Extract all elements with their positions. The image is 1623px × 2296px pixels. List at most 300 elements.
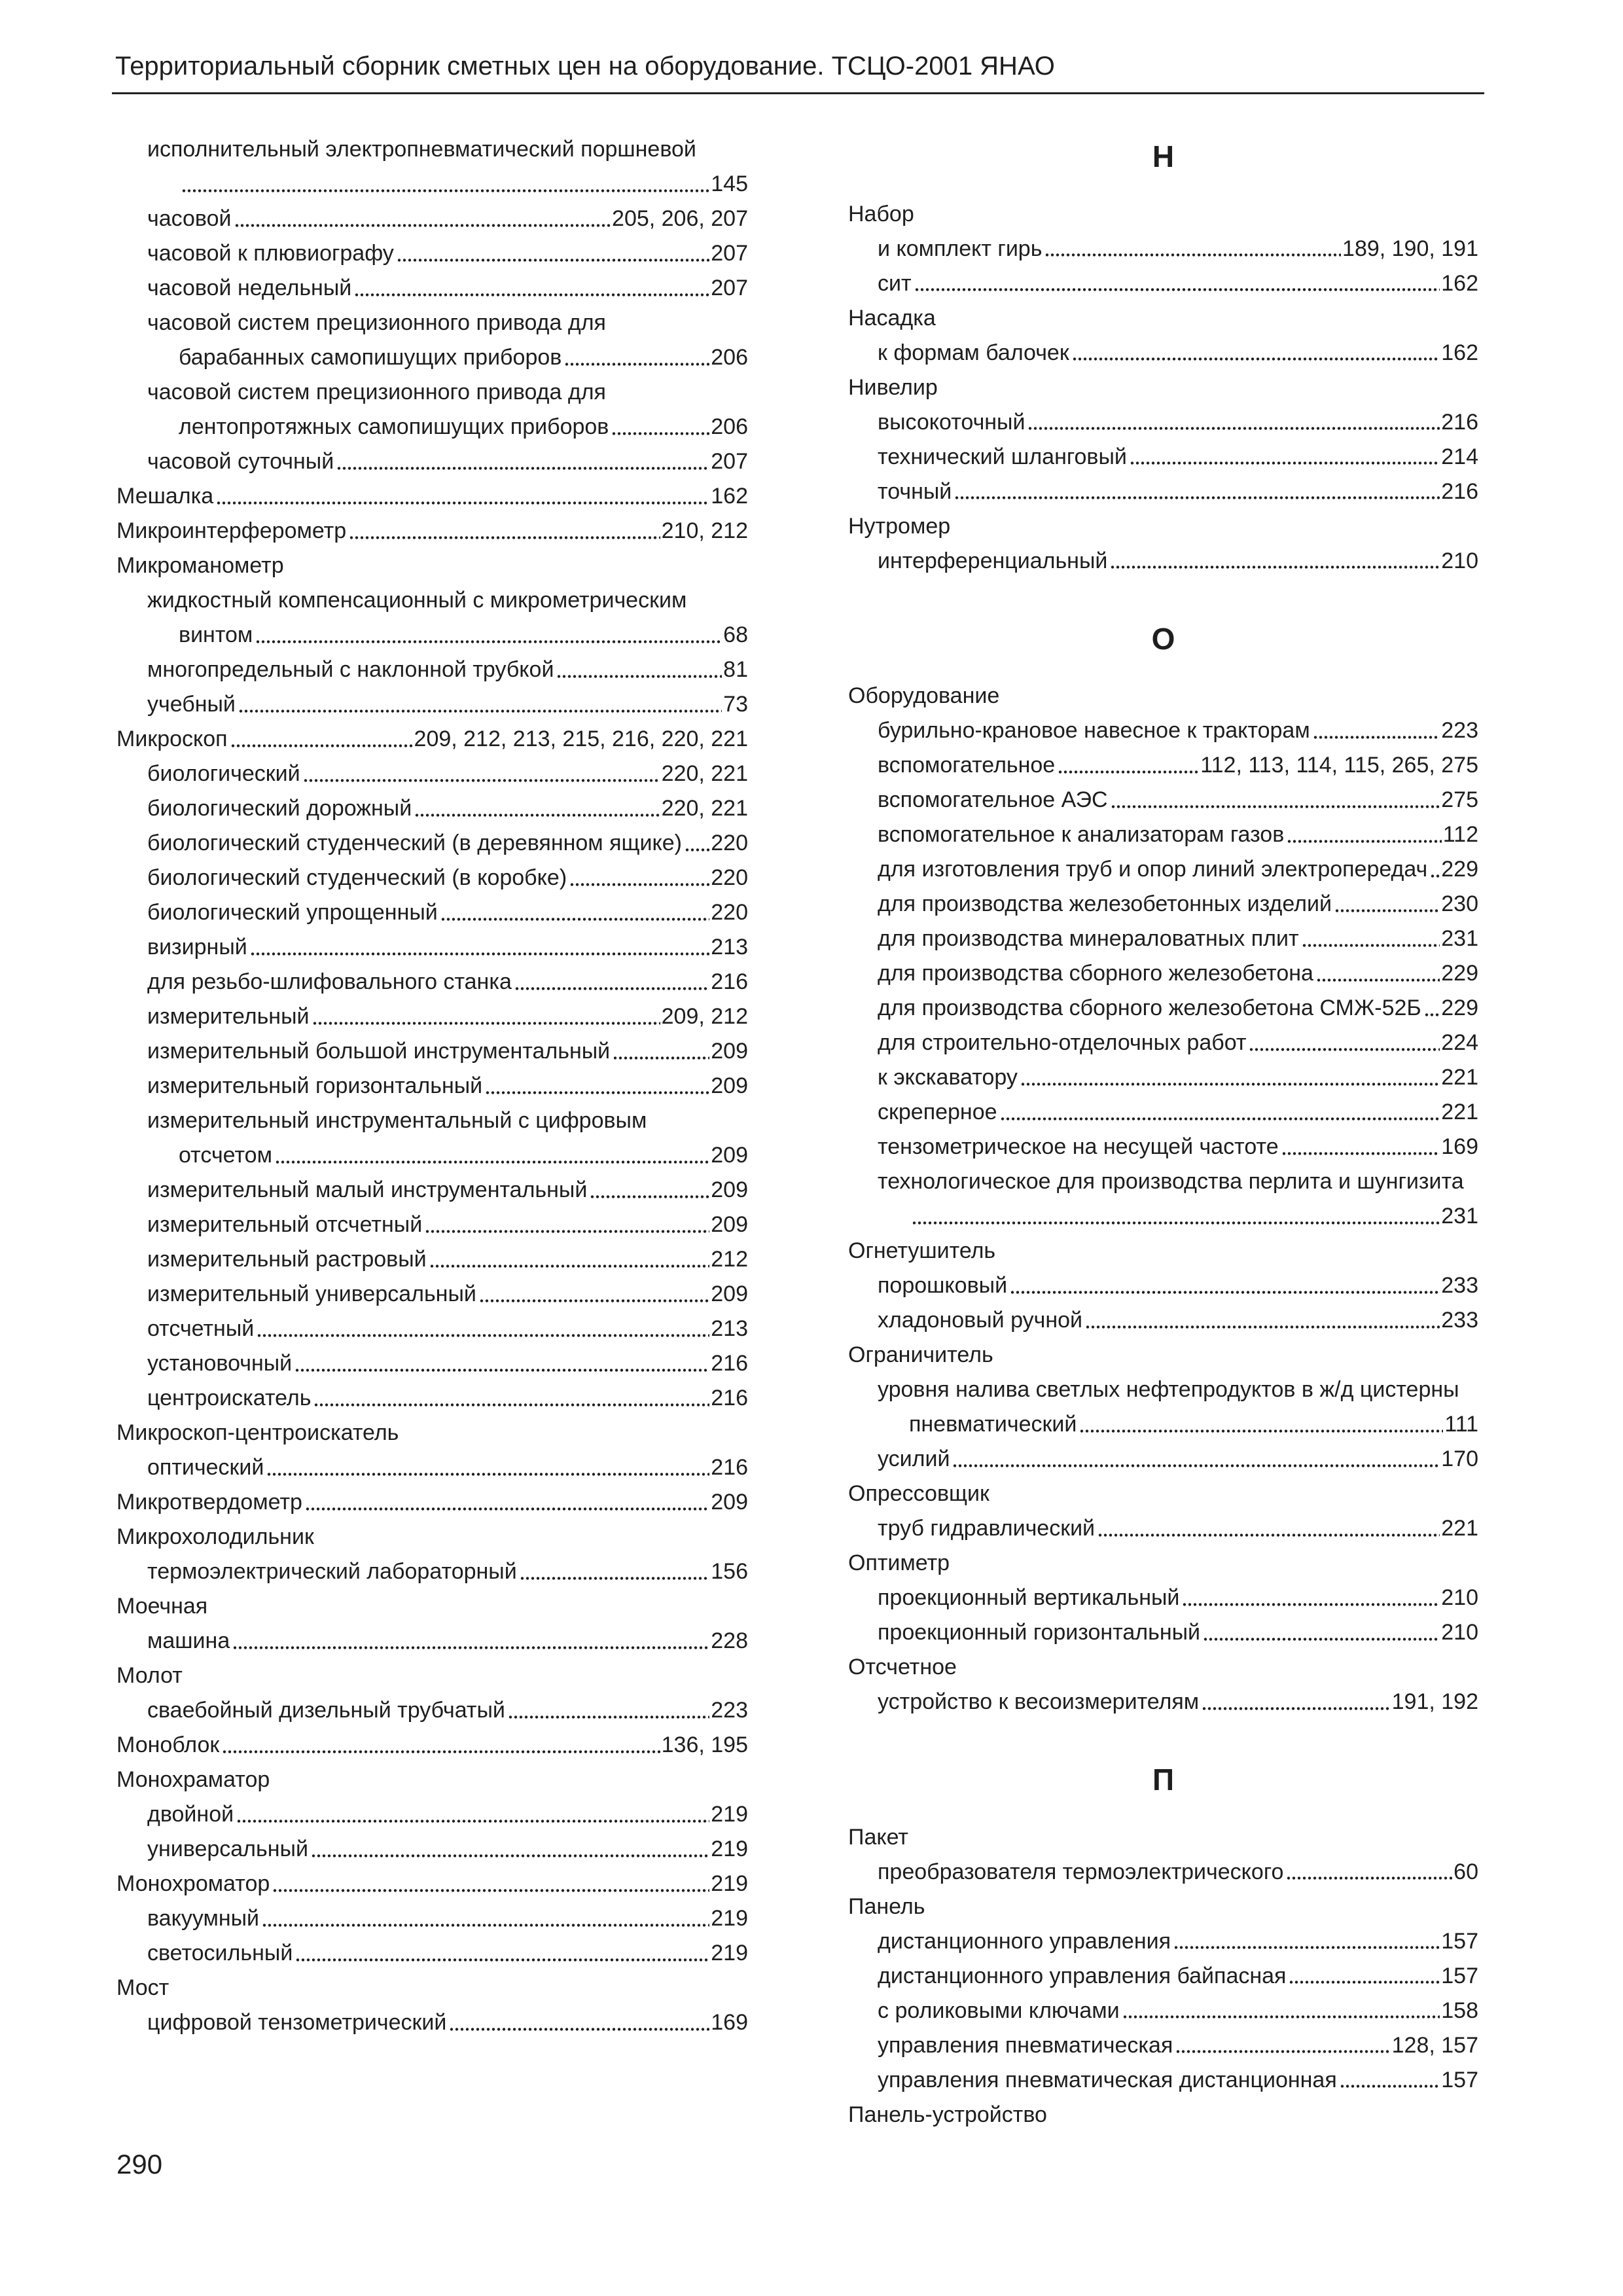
index-heading: [116, 1520, 748, 1554]
page-reference: 230: [1441, 891, 1478, 916]
dot-leader: [1430, 852, 1440, 887]
index-term: биологический дорожный: [147, 796, 412, 821]
index-subentry: [116, 1346, 748, 1381]
index-term: Моноблок: [116, 1732, 220, 1757]
page-reference: 189, 190, 191: [1342, 236, 1478, 261]
index-term: для производства сборного железобетона: [878, 961, 1313, 986]
index-term: сваебойный дизельный трубчатый: [147, 1698, 505, 1723]
page-reference: 206: [711, 345, 748, 370]
index-term: устройство к весоизмерителям: [878, 1689, 1200, 1714]
index-subentry: [116, 1693, 748, 1728]
page-number: 290: [116, 2149, 163, 2179]
page-reference: 145: [711, 171, 748, 196]
index-term: вспомогательное к анализаторам газов: [878, 822, 1285, 847]
index-term: Опрессовщик: [848, 1481, 990, 1506]
dot-leader: [912, 1199, 1440, 1234]
index-subentry-continuation: [848, 1407, 1478, 1442]
dot-leader: [569, 861, 709, 895]
index-subentry: [848, 475, 1478, 509]
index-column-right: [848, 130, 1478, 2132]
dot-leader: [952, 1442, 1440, 1477]
page-reference: 209: [711, 1143, 748, 1168]
dot-leader: [1079, 1407, 1443, 1442]
index-term: Монохроматор: [116, 1871, 270, 1896]
dot-leader: [1173, 1924, 1440, 1959]
index-term: Панель: [848, 1893, 925, 1919]
page-reference: 216: [711, 1455, 748, 1480]
index-subentry: [848, 1164, 1478, 1199]
index-term: преобразователя термоэлектрического: [878, 1859, 1284, 1884]
index-subentry: [848, 1303, 1478, 1338]
index-subentry: [116, 444, 748, 479]
page-reference: 220: [711, 900, 748, 925]
index-heading: [116, 479, 748, 514]
index-term: биологический упрощенный: [147, 900, 438, 925]
index-term: для производства железобетонных изделий: [878, 891, 1332, 916]
index-heading: [116, 514, 748, 548]
index-term: Монохраматор: [116, 1767, 270, 1792]
index-subentry: [116, 583, 748, 618]
page-reference: 158: [1441, 1998, 1478, 2023]
index-term: дистанционного управления: [878, 1928, 1171, 1954]
index-subentry: [848, 1511, 1478, 1546]
page-reference: 162: [711, 484, 748, 509]
dot-leader: [1334, 887, 1440, 922]
dot-leader: [449, 2005, 709, 2040]
page-reference: 220: [711, 865, 748, 890]
index-subentry: [116, 1624, 748, 1659]
index-subentry: [848, 1095, 1478, 1130]
index-term: исполнительный электропневматический поршневой: [147, 137, 696, 162]
page-reference: 191, 192: [1391, 1689, 1478, 1714]
index-term: измерительный малый инструментальный: [147, 1177, 588, 1202]
page-reference: 205, 206, 207: [612, 206, 748, 231]
index-term: управления пневматическая дистанционная: [878, 2067, 1337, 2092]
page-reference: 216: [1441, 478, 1478, 504]
page-reference: 229: [1441, 996, 1478, 1020]
dot-leader: [303, 757, 660, 791]
index-subentry: [116, 1103, 748, 1138]
dot-leader: [479, 1277, 709, 1312]
index-term: визирный: [147, 935, 247, 960]
dot-leader: [336, 444, 709, 479]
index-term: Микроманометр: [116, 553, 284, 578]
index-term: Пакет: [848, 1824, 908, 1850]
dot-leader: [257, 1312, 709, 1346]
index-term: для резьбо-шлифовального станка: [147, 969, 512, 994]
index-subentry: [116, 1173, 748, 1208]
dot-leader: [1316, 956, 1440, 991]
dot-leader: [1072, 336, 1440, 370]
page-reference: 157: [1441, 1928, 1478, 1954]
index-heading: [848, 1234, 1478, 1268]
page-reference: 209, 212, 213, 215, 216, 220, 221: [414, 726, 748, 751]
index-term: Микроскоп-центроискатель: [116, 1420, 399, 1445]
index-term: Оптиметр: [848, 1551, 950, 1575]
dot-leader: [1020, 1060, 1440, 1095]
index-term: машина: [147, 1628, 230, 1653]
dot-leader: [425, 1208, 709, 1242]
index-subentry: [848, 266, 1478, 301]
index-term: хладоновый ручной: [878, 1308, 1083, 1333]
index-term: Мешалка: [116, 484, 214, 509]
page-reference: 81: [723, 657, 748, 682]
index-term: труб гидравлический: [878, 1516, 1096, 1541]
index-term: измерительный: [147, 1004, 310, 1029]
page-reference: 228: [711, 1628, 748, 1653]
index-term: Молот: [116, 1663, 183, 1688]
section-letter: Н: [1152, 139, 1175, 173]
page-reference: 128, 157: [1391, 2032, 1478, 2058]
index-term: жидкостный компенсационный с микрометрическим: [147, 588, 687, 613]
dot-leader: [1202, 1685, 1390, 1719]
dot-leader: [1111, 783, 1440, 817]
page-reference: 206: [711, 414, 748, 439]
dot-leader: [305, 1485, 709, 1520]
page-reference: 216: [711, 1386, 748, 1410]
dot-leader: [1027, 405, 1440, 440]
page-reference: 68: [723, 622, 748, 647]
section-letter: О: [1151, 621, 1175, 656]
index-subentry: [848, 336, 1478, 370]
index-term: отсчетный: [147, 1316, 255, 1341]
index-term: Панель-устройство: [848, 2102, 1047, 2127]
index-term: для производства минераловатных плит: [878, 926, 1299, 951]
index-term: к формам балочек: [878, 340, 1069, 365]
index-term: барабанных самопишущих приборов: [179, 345, 562, 370]
index-subentry: [116, 930, 748, 965]
dot-leader: [1010, 1268, 1440, 1303]
index-subentry: [848, 544, 1478, 579]
index-term: и комплект гирь: [878, 236, 1043, 261]
index-subentry-continuation: [116, 167, 748, 202]
index-subentry: [116, 1450, 748, 1485]
index-subentry: [116, 236, 748, 271]
index-heading: [848, 1338, 1478, 1372]
dot-leader: [255, 618, 722, 653]
index-subentry: [848, 440, 1478, 475]
page-reference: 216: [1441, 409, 1478, 435]
dot-leader: [1122, 1994, 1440, 2028]
page-reference: 223: [1441, 718, 1478, 743]
index-term: биологический: [147, 761, 300, 786]
dot-leader: [230, 722, 413, 757]
index-subentry: [116, 965, 748, 999]
index-subentry: [116, 306, 748, 340]
dot-leader: [590, 1173, 709, 1208]
index-term: Насадка: [848, 305, 936, 331]
index-subentry: [848, 991, 1478, 1026]
page-reference: 207: [711, 276, 748, 300]
index-heading: [116, 1485, 748, 1520]
page-reference: 221: [1441, 1516, 1478, 1541]
index-term: вакуумный: [147, 1906, 260, 1931]
page-reference: 213: [711, 1316, 748, 1341]
page-reference: 209, 212: [661, 1004, 748, 1029]
dot-leader: [429, 1242, 710, 1277]
dot-leader: [1182, 1581, 1440, 1615]
page-reference: 275: [1441, 787, 1478, 812]
index-term: Огнетушитель: [848, 1238, 996, 1263]
index-subentry: [116, 895, 748, 930]
index-subentry: [848, 1994, 1478, 2028]
page-reference: 219: [711, 1906, 748, 1931]
index-subentry-continuation: [116, 410, 748, 444]
page-reference: 157: [1441, 1963, 1478, 1988]
page-reference: 229: [1441, 857, 1478, 882]
index-term: Мост: [116, 1975, 169, 2000]
index-term: Отсчетное: [848, 1655, 957, 1679]
page-reference: 136, 195: [661, 1732, 748, 1757]
index-heading: [848, 1820, 1478, 1855]
index-term: часовой систем прецизионного привода для: [147, 310, 606, 335]
index-subentry: [848, 817, 1478, 852]
page-reference: 220, 221: [661, 761, 748, 786]
page-reference: 112: [1442, 822, 1478, 847]
index-term: Микроскоп: [116, 726, 228, 751]
page-reference: 231: [1441, 1204, 1478, 1229]
dot-leader: [1286, 1855, 1452, 1890]
index-heading: [848, 370, 1478, 405]
index-term: отсчетом: [179, 1143, 272, 1168]
index-heading: [116, 548, 748, 583]
page-reference: 219: [711, 1837, 748, 1861]
index-term: центроискатель: [147, 1386, 312, 1410]
index-term: технологическое для производства перлита и шунгизита: [878, 1169, 1464, 1194]
dot-leader: [238, 687, 722, 722]
page-reference: 169: [711, 2010, 748, 2035]
index-term: для строительно-отделочных работ: [878, 1030, 1247, 1055]
dot-leader: [1058, 748, 1199, 783]
dot-leader: [914, 266, 1440, 301]
page-reference: 210: [1441, 548, 1478, 573]
dot-leader: [313, 1381, 709, 1416]
dot-leader: [294, 1346, 709, 1381]
dot-leader: [262, 1901, 709, 1936]
page-reference: 212: [711, 1247, 748, 1272]
page-reference: 111: [1444, 1412, 1478, 1437]
index-subentry: [116, 826, 748, 861]
dot-leader: [1097, 1511, 1440, 1546]
dot-leader: [1289, 1959, 1440, 1994]
page-reference: 223: [711, 1698, 748, 1723]
index-term: проекционный горизонтальный: [878, 1620, 1201, 1645]
page-reference: 60: [1454, 1859, 1478, 1884]
page-reference: 112, 113, 114, 115, 265, 275: [1200, 753, 1478, 778]
index-subentry: [116, 1277, 748, 1312]
index-subentry: [116, 1242, 748, 1277]
index-term: Оборудование: [848, 683, 1000, 708]
index-subentry: [848, 232, 1478, 266]
index-term: учебный: [147, 692, 236, 717]
index-subentry: [116, 791, 748, 826]
page-reference: 216: [711, 969, 748, 994]
index-heading: [848, 1546, 1478, 1581]
dot-leader: [1130, 440, 1440, 475]
dot-leader: [514, 965, 709, 999]
dot-leader: [564, 340, 709, 375]
page-reference: 207: [711, 241, 748, 266]
index-term: для изготовления труб и опор линий электропередач: [878, 857, 1428, 882]
index-heading: [116, 1659, 748, 1693]
index-heading: [848, 197, 1478, 232]
index-subentry: [116, 653, 748, 687]
dot-leader: [272, 1867, 709, 1901]
dot-leader: [311, 1832, 709, 1867]
index-term: измерительный горизонтальный: [147, 1073, 483, 1098]
dot-leader: [611, 410, 709, 444]
index-term: точный: [878, 478, 952, 504]
page-reference: 162: [1441, 270, 1478, 296]
dot-leader: [1110, 544, 1440, 579]
index-term: многопредельный с наклонной трубкой: [147, 657, 554, 682]
index-subentry: [848, 783, 1478, 817]
dot-leader: [613, 1034, 709, 1069]
header-rule: [112, 92, 1484, 94]
index-term: винтом: [179, 622, 253, 647]
index-term: измерительный большой инструментальный: [147, 1039, 611, 1064]
index-term: сит: [878, 270, 912, 296]
page-reference: 233: [1441, 1308, 1478, 1333]
index-subentry: [848, 1924, 1478, 1959]
dot-leader: [349, 514, 660, 548]
index-subentry: [848, 1581, 1478, 1615]
index-heading: [848, 2098, 1478, 2132]
index-term: дистанционного управления байпасная: [878, 1963, 1287, 1988]
index-term: Нутромер: [848, 513, 951, 539]
page-reference: 209: [711, 1282, 748, 1306]
index-subentry: [848, 956, 1478, 991]
dot-leader: [1000, 1095, 1440, 1130]
index-term: к экскаватору: [878, 1065, 1018, 1090]
page-reference: 157: [1441, 2067, 1478, 2092]
index-heading: [116, 1728, 748, 1763]
page-reference: 209: [711, 1177, 748, 1202]
index-heading: [116, 1416, 748, 1450]
index-term: порошковый: [878, 1273, 1008, 1298]
page-reference: 219: [711, 1941, 748, 1965]
index-term: высокоточный: [878, 409, 1026, 435]
index-term: часовой систем прецизионного привода для: [147, 380, 606, 404]
page-reference: 210: [1441, 1585, 1478, 1610]
index-term: биологический студенческий (в коробке): [147, 865, 567, 890]
index-term: светосильный: [147, 1941, 293, 1965]
index-term: универсальный: [147, 1837, 308, 1861]
page-reference: 219: [711, 1871, 748, 1896]
index-subentry: [116, 1936, 748, 1971]
index-term: часовой суточный: [147, 449, 334, 474]
dot-leader: [1287, 817, 1442, 852]
index-heading: [848, 301, 1478, 336]
index-subentry: [116, 1554, 748, 1589]
index-subentry-continuation: [116, 1138, 748, 1173]
dot-leader: [1175, 2028, 1390, 2063]
page-reference: 216: [711, 1351, 748, 1376]
dot-leader: [266, 1450, 709, 1485]
page-reference: 209: [711, 1073, 748, 1098]
page-reference: 209: [711, 1039, 748, 1064]
dot-leader: [275, 1138, 709, 1173]
index-subentry: [848, 887, 1478, 922]
page-reference: 162: [1441, 340, 1478, 365]
index-subentry: [116, 202, 748, 236]
page-reference: 231: [1441, 926, 1478, 951]
index-term: интерференциальный: [878, 548, 1108, 573]
index-term: скреперное: [878, 1100, 997, 1124]
index-subentry: [116, 1034, 748, 1069]
index-term: часовой: [147, 206, 232, 231]
index-subentry: [848, 1060, 1478, 1095]
dot-leader: [440, 895, 709, 930]
index-subentry: [848, 1442, 1478, 1477]
dot-leader: [508, 1693, 709, 1728]
index-term: для производства сборного железобетона СМЖ-52Б: [878, 996, 1421, 1020]
index-subentry: [116, 1069, 748, 1103]
index-heading: [848, 509, 1478, 544]
dot-leader: [1249, 1026, 1440, 1060]
index-term: термоэлектрический лабораторный: [147, 1559, 517, 1584]
index-subentry: [116, 1208, 748, 1242]
index-term: измерительный инструментальный с цифровым: [147, 1108, 647, 1133]
index-subentry: [116, 1381, 748, 1416]
page-reference: 224: [1441, 1030, 1478, 1055]
section-letter: П: [1152, 1763, 1175, 1797]
index-heading: [116, 1589, 748, 1624]
index-term: Микрохолодильник: [116, 1524, 314, 1549]
index-term: биологический студенческий (в деревянном ящике): [147, 831, 682, 855]
index-subentry: [848, 1959, 1478, 1994]
index-term: Микротвердометр: [116, 1490, 302, 1515]
page-reference: 219: [711, 1802, 748, 1827]
index-subentry: [116, 375, 748, 410]
page-reference: 233: [1441, 1273, 1478, 1298]
page-reference: 156: [711, 1559, 748, 1584]
index-heading: [848, 1650, 1478, 1685]
page-reference: 170: [1441, 1446, 1478, 1471]
dot-leader: [397, 236, 709, 271]
index-subentry: [848, 852, 1478, 887]
running-header-title: Территориальный сборник сметных цен на оборудование. ТСЦО-2001 ЯНАО: [115, 52, 1055, 81]
index-subentry: [848, 713, 1478, 748]
dot-leader: [1203, 1615, 1440, 1650]
index-subentry: [848, 405, 1478, 440]
index-heading: [848, 1477, 1478, 1511]
index-term: вспомогательное АЭС: [878, 787, 1108, 812]
dot-leader: [685, 826, 709, 861]
index-term: измерительный универсальный: [147, 1282, 476, 1306]
index-term: технический шланговый: [878, 444, 1127, 469]
index-term: пневматический: [909, 1412, 1077, 1437]
page-reference: 169: [1441, 1134, 1478, 1159]
index-subentry-continuation: [116, 340, 748, 375]
index-heading: [116, 1763, 748, 1797]
index-term: Моечная: [116, 1594, 208, 1619]
index-subentry: [848, 922, 1478, 956]
page-reference: 207: [711, 449, 748, 474]
dot-leader: [954, 475, 1440, 509]
index-subentry: [848, 1026, 1478, 1060]
page-reference: 213: [711, 935, 748, 960]
page-reference: 220: [711, 831, 748, 855]
index-subentry: [116, 2005, 748, 2040]
index-heading: [848, 679, 1478, 713]
index-subentry: [116, 1832, 748, 1867]
index-subentry: [116, 271, 748, 306]
index-subentry: [848, 2028, 1478, 2063]
index-term: измерительный отсчетный: [147, 1212, 423, 1237]
index-subentry: [116, 757, 748, 791]
page-reference: 210: [1441, 1620, 1478, 1645]
